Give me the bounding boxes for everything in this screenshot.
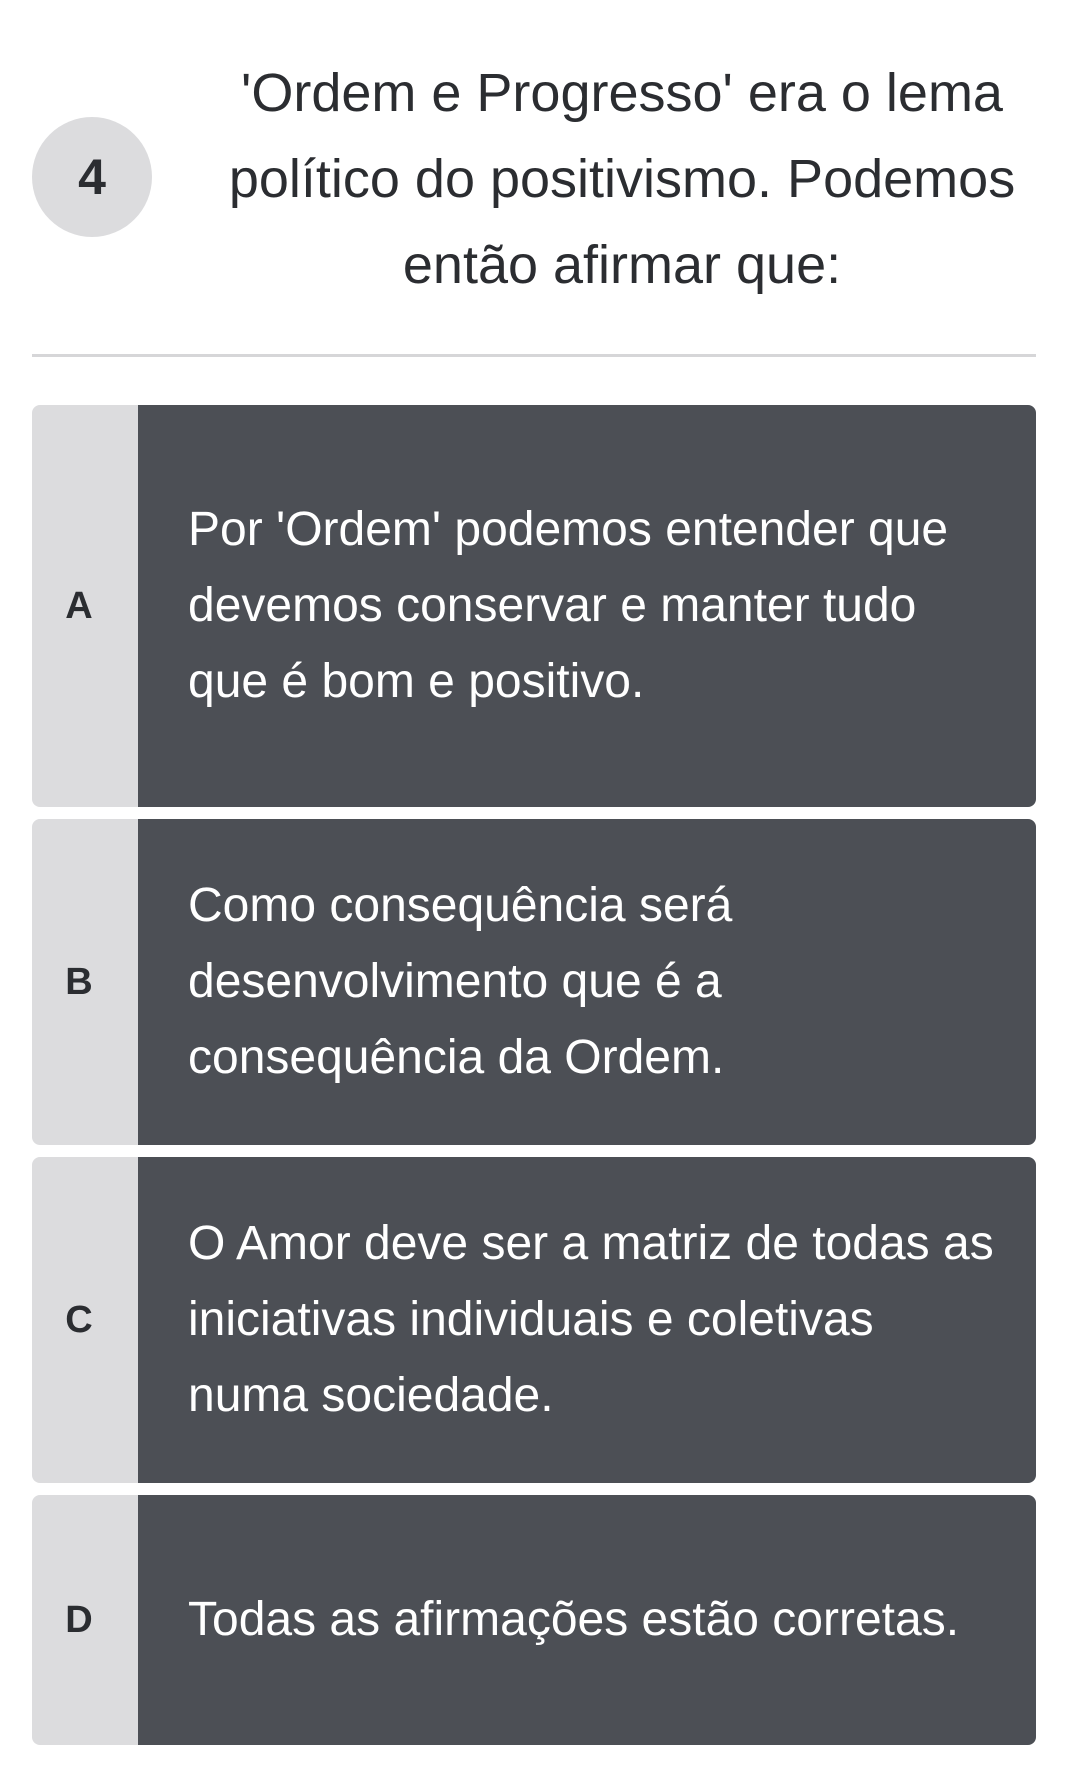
answer-option-a[interactable] bbox=[32, 405, 1036, 807]
question-number: 4 bbox=[78, 149, 106, 205]
answer-option-d[interactable] bbox=[32, 1495, 1036, 1745]
option-text: Todas as afirmações estão corretas. bbox=[138, 1495, 1036, 1745]
option-letter: A bbox=[32, 405, 138, 807]
option-text: Como consequência será desenvolvimento que é a consequência da Ordem. bbox=[138, 819, 1036, 1145]
question-header bbox=[0, 0, 1068, 355]
option-text: Por 'Ordem' podemos entender que devemos conservar e manter tudo que é bom e positivo. bbox=[138, 405, 1036, 807]
option-letter: C bbox=[32, 1157, 138, 1483]
option-letter: D bbox=[32, 1495, 138, 1745]
answer-option-c[interactable] bbox=[32, 1157, 1036, 1483]
question-text: 'Ordem e Progresso' era o lema político do positivismo. Podemos então afirmar que: bbox=[228, 63, 1016, 295]
question-number-badge bbox=[32, 117, 152, 237]
option-text: O Amor deve ser a matriz de todas as iniciativas individuais e coletivas numa sociedade. bbox=[138, 1157, 1036, 1483]
option-letter: B bbox=[32, 819, 138, 1145]
answer-option-b[interactable] bbox=[32, 819, 1036, 1145]
divider bbox=[32, 354, 1036, 357]
answer-options bbox=[32, 405, 1036, 1757]
